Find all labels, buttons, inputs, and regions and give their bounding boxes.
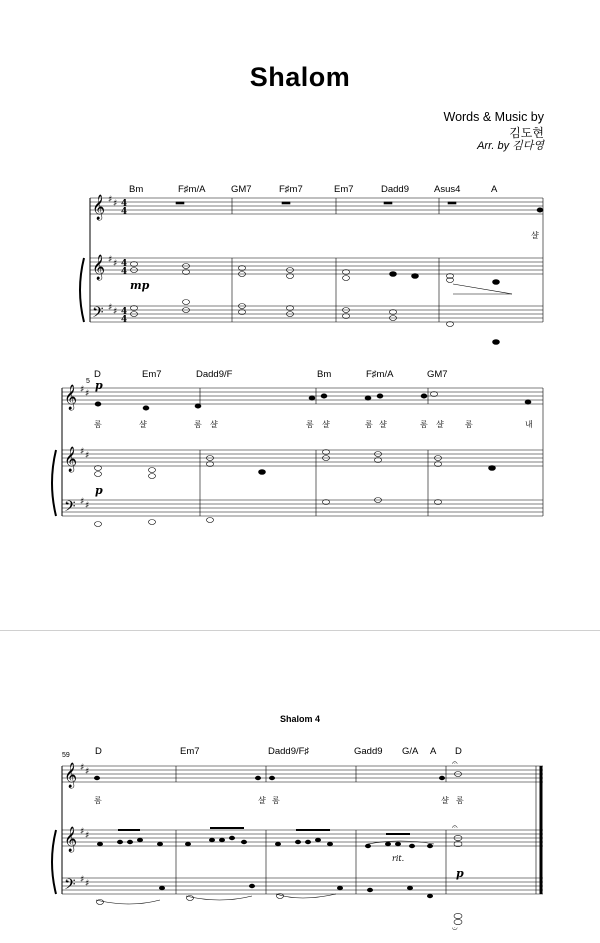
- chord-symbol: Dadd9: [381, 184, 409, 195]
- lyric-syllable: 샬: [441, 796, 449, 805]
- lyric-syllable: 롬: [365, 420, 373, 429]
- measure-number: 59: [62, 752, 70, 759]
- svg-text:♯: ♯: [113, 199, 118, 209]
- chord-symbol: D: [94, 369, 101, 380]
- svg-text:♯: ♯: [108, 195, 113, 205]
- fermata-icon: 𝄐: [452, 822, 458, 833]
- svg-text:4: 4: [121, 267, 128, 277]
- chord-symbol: Dadd9/F: [196, 369, 233, 380]
- piano-bass-staff: [62, 878, 543, 894]
- lyric-syllable: 샬: [322, 420, 330, 429]
- dynamic-marking: mp: [130, 279, 150, 292]
- chord-symbol: D: [95, 746, 102, 757]
- svg-text:♯: ♯: [108, 303, 113, 313]
- chord-symbol: GM7: [427, 369, 448, 380]
- page-separator: [0, 630, 600, 631]
- chord-symbol: Em7: [180, 746, 200, 757]
- svg-text:♯: ♯: [85, 831, 90, 841]
- treble-clef: 𝄞: [64, 827, 78, 852]
- lyric-syllable: 롬: [194, 420, 202, 429]
- svg-text:♯: ♯: [80, 385, 85, 395]
- lyric-syllable: 롬: [272, 796, 280, 805]
- piano-treble-staff: [62, 830, 543, 846]
- bass-clef: 𝄢: [64, 498, 76, 519]
- dynamic-marking: p: [95, 379, 103, 392]
- piano-treble-staff: [90, 258, 543, 274]
- chord-symbol: F♯m7: [279, 184, 303, 195]
- lyric-syllable: 샬: [436, 420, 444, 429]
- chord-symbol: GM7: [231, 184, 252, 195]
- barlines: [232, 198, 543, 322]
- lyric-syllable: 샬: [258, 796, 266, 805]
- measure-number: 5: [86, 378, 90, 385]
- svg-text:♯: ♯: [80, 827, 85, 837]
- chord-symbol: Bm: [317, 369, 332, 380]
- lyric-syllable: 롬: [456, 796, 464, 805]
- bass-clef: 𝄢: [64, 876, 76, 897]
- lyric-syllable: 롬: [94, 420, 102, 429]
- voice-staff: [90, 198, 543, 214]
- chord-symbol: G/A: [402, 746, 419, 757]
- credit-composer: 김도현: [509, 126, 544, 140]
- chord-symbol: F♯m/A: [178, 184, 206, 195]
- chord-symbol: Asus4: [434, 184, 461, 195]
- svg-text:4: 4: [121, 259, 128, 269]
- svg-text:♯: ♯: [80, 447, 85, 457]
- svg-text:4: 4: [121, 199, 128, 209]
- treble-clef: 𝄞: [64, 763, 78, 788]
- voice-staff: [62, 766, 543, 782]
- svg-text:♯: ♯: [85, 451, 90, 461]
- piano-treble-staff: [62, 450, 543, 466]
- dynamic-marking: p: [456, 867, 464, 880]
- chord-symbol: A: [430, 746, 437, 757]
- fermata-icon: 𝄐: [452, 758, 458, 769]
- song-title: Shalom: [249, 62, 351, 92]
- lyric-syllable: 샬: [531, 231, 539, 240]
- voice-staff: [62, 388, 543, 404]
- fermata-icon: 𝄑: [452, 924, 458, 935]
- lyric-syllable: 롬: [94, 796, 102, 805]
- lyric-syllable: 롬: [306, 420, 314, 429]
- svg-text:♯: ♯: [113, 259, 118, 269]
- chord-symbol: Em7: [142, 369, 162, 380]
- svg-text:♯: ♯: [85, 879, 90, 889]
- bass-clef: 𝄢: [92, 304, 104, 325]
- treble-clef: 𝄞: [92, 195, 106, 220]
- dynamic-marking: p: [95, 484, 103, 497]
- svg-text:♯: ♯: [80, 763, 85, 773]
- chord-symbol: Gadd9: [354, 746, 383, 757]
- chord-symbol: Dadd9/F♯: [268, 746, 310, 757]
- svg-text:♯: ♯: [113, 307, 118, 317]
- lyric-syllable: 샬: [139, 420, 147, 429]
- svg-text:♯: ♯: [80, 875, 85, 885]
- chord-symbol: Bm: [129, 184, 144, 195]
- svg-text:♯: ♯: [85, 767, 90, 777]
- treble-clef: 𝄞: [64, 447, 78, 472]
- lyric-syllable: 롬: [420, 420, 428, 429]
- svg-text:♯: ♯: [108, 255, 113, 265]
- credit-arranger: Arr. by 김다영: [477, 140, 544, 152]
- running-header: Shalom 4: [279, 714, 320, 724]
- treble-clef: 𝄞: [92, 255, 106, 280]
- svg-text:♯: ♯: [80, 497, 85, 507]
- piano-bass-staff: [90, 306, 543, 322]
- treble-clef: 𝄞: [64, 385, 78, 410]
- chord-symbol: A: [491, 184, 498, 195]
- chord-symbol: F♯m/A: [366, 369, 394, 380]
- chord-symbol: D: [455, 746, 462, 757]
- chord-symbol: Em7: [334, 184, 354, 195]
- score-page-2: [0, 632, 600, 943]
- svg-text:♯: ♯: [85, 501, 90, 511]
- piano-bass-staff: [62, 500, 543, 516]
- lyric-syllable: 샬: [379, 420, 387, 429]
- credit-words-music: Words & Music by: [443, 110, 544, 124]
- lyric-syllable: 롬: [465, 420, 473, 429]
- notation-page-2: [0, 632, 600, 943]
- lyric-syllable: 샬: [210, 420, 218, 429]
- svg-text:4: 4: [121, 207, 128, 217]
- lyric-syllable: 내: [525, 420, 533, 429]
- svg-text:4: 4: [121, 315, 128, 325]
- tempo-marking: rit.: [392, 854, 405, 863]
- svg-text:♯: ♯: [85, 389, 90, 399]
- svg-text:4: 4: [121, 307, 128, 317]
